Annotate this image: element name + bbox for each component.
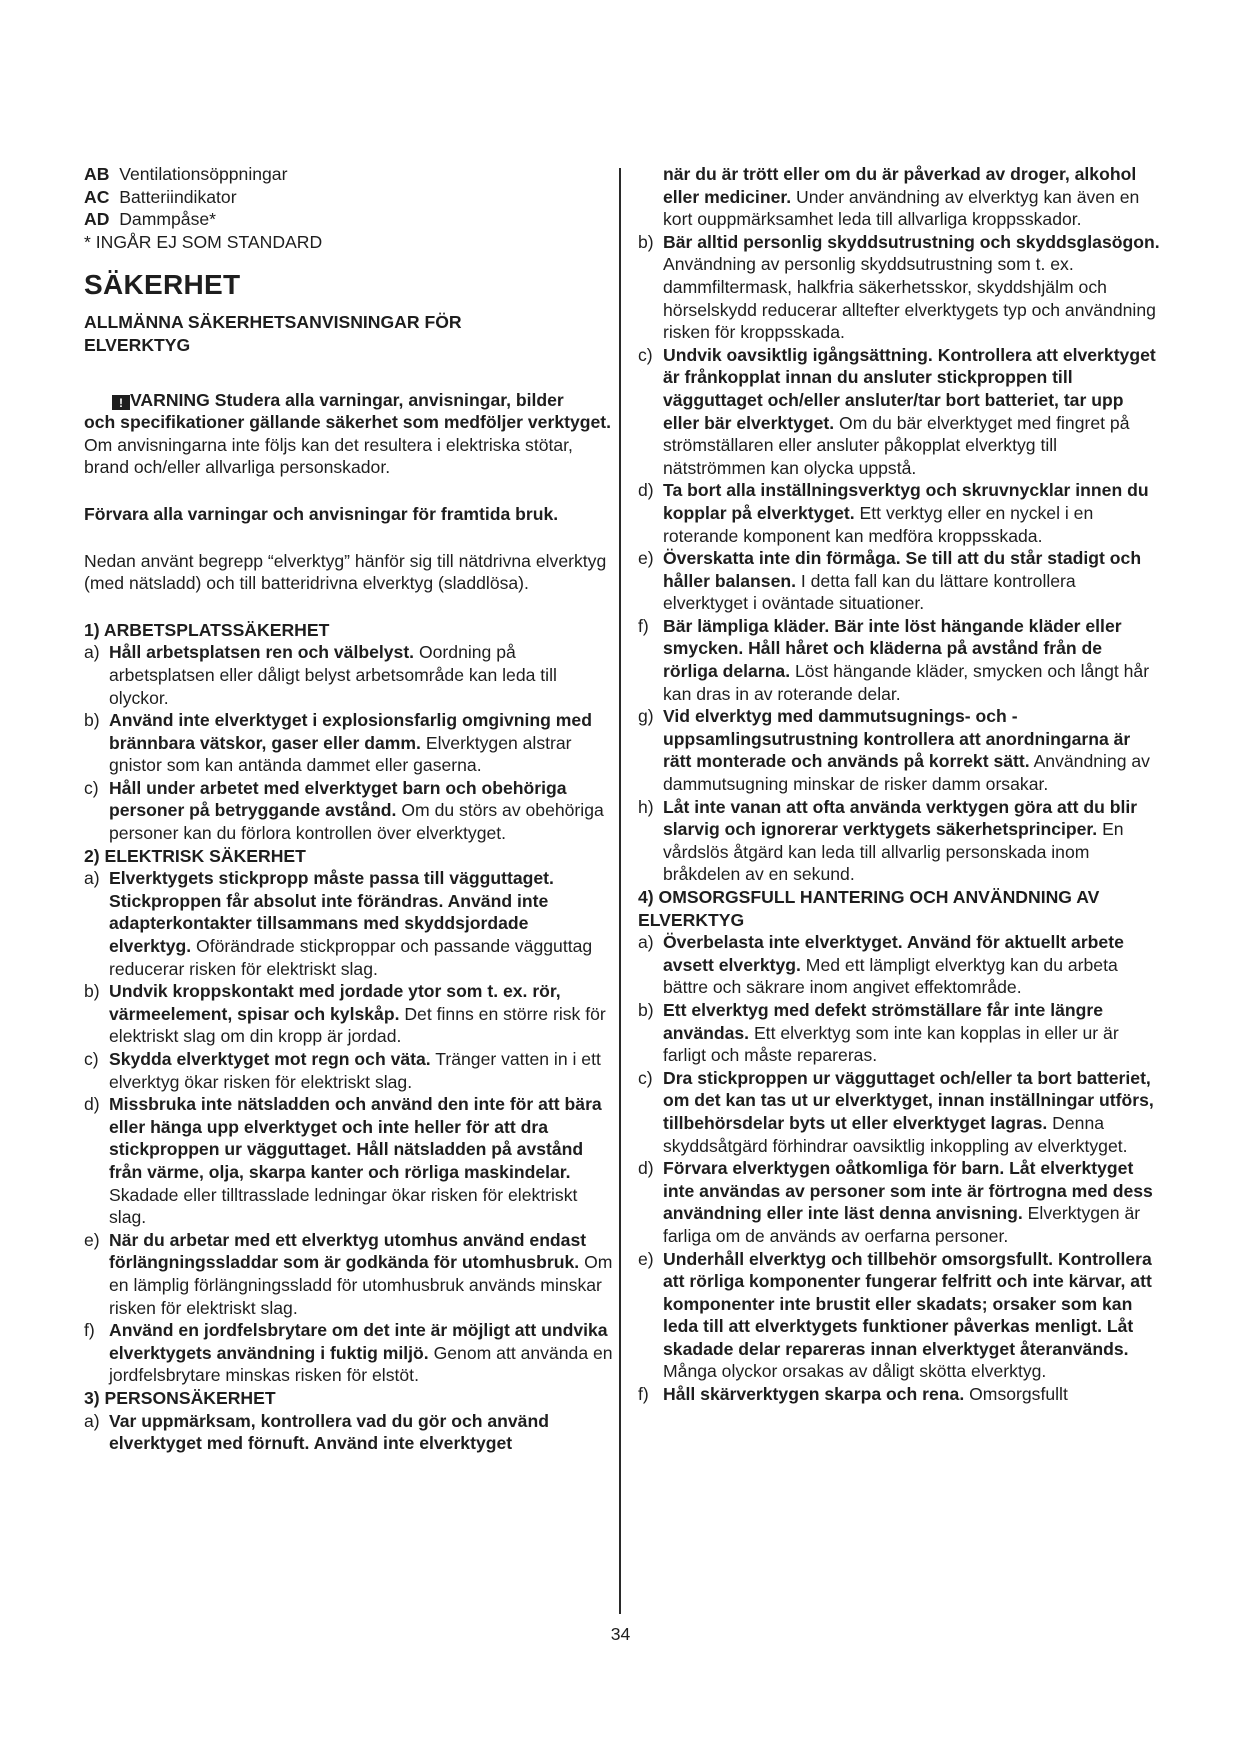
list-item: d) Förvara elverktygen oåtkomliga för barn. Låt elverktyget inte användas av personer som inte är förtrogna med dess användning eller inte läst denna anvisning. Elverktygen är farliga om de används av oerfarna personer. <box>638 1158 1153 1246</box>
list-item: c) Undvik oavsiktlig igångsättning. Kontrollera att elverktyget är frånkopplat innan du ansluter stickproppen till vägguttaget och/eller ansluter/tar bort batteriet, tar upp eller bär elverktyget. Om du bär elverktyget med fingret på strömställaren eller ansluter påkopplat elverktyg till nätströmmen kan olycka uppstå. <box>638 344 1156 478</box>
warning-heading: VARNING Studera alla varningar, anvisningar, bilder <box>130 389 564 410</box>
list-item: a) Var uppmärksam, kontrollera vad du gör och använd elverktyget med förnuft. Använd inte elverktyget <box>84 1410 549 1454</box>
warning-triangle-icon: ! <box>112 395 130 410</box>
legend-item: AD Dammpåse* <box>84 209 217 230</box>
left-column <box>84 163 614 1455</box>
legend-item: AC Batteriindikator <box>84 186 237 207</box>
list-item: c) Skydda elverktyget mot regn och väta. Tränger vatten in i ett elverktyg ökar risken för elektriskt slag. <box>84 1049 601 1092</box>
list-item: b) Använd inte elverktyget i explosionsfarlig omgivning med brännbara vätskor, gaser eller damm. Elverktygen alstrar gnistor som kan antända dammet eller gaserna. <box>84 710 592 776</box>
list-item: e) När du arbetar med ett elverktyg utomhus använd endast förlängningssladdar som är godkända för utomhusbruk. Om en lämplig förlängningssladd för utomhusbruk används minskar risken för elektriskt slag. <box>84 1229 613 1318</box>
list-item: f) Bär lämpliga kläder. Bär inte löst hängande kläder eller smycken. Håll håret och kläderna på avstånd från de rörliga delarna. Löst hängande kläder, smycken och långt hår kan dras in av roterande delar. <box>638 615 1150 704</box>
list-item: e) Överskatta inte din förmåga. Se till att du står stadigt och håller balansen. I detta fall kan du lättare kontrollera elverktyget i oväntade situationer. <box>638 548 1142 614</box>
column-divider <box>619 168 621 1614</box>
list-item: d) Missbruka inte nätsladden och använd den inte för att bära eller hänga upp elverktyget och inte heller för att dra stickproppen ur vägguttaget. Håll nätsladden på avstånd från värme, olja, skarpa kanter och rörliga maskindelar. Skadade eller tilltrasslade ledningar ökar risken för elektriskt slag. <box>84 1094 602 1228</box>
warning-text: Om anvisningarna inte följs kan det resultera i elektriska stötar, brand och/eller allvarliga personskador. <box>84 434 573 478</box>
list-item: a) Håll arbetsplatsen ren och välbelyst. Oordning på arbetsplatsen eller dåligt belyst arbetsområde kan leda till olyckor. <box>84 642 557 708</box>
page-number: 34 <box>610 1624 631 1644</box>
warning-bold: och specifikationer gällande säkerhet som medföljer verktyget. <box>84 412 612 433</box>
section-heading: 2) ELEKTRISK SÄKERHET <box>84 845 306 866</box>
keep-instructions-note: Förvara alla varningar och anvisningar för framtida bruk. <box>84 503 559 524</box>
list-item: f) Använd en jordfelsbrytare om det inte är möjligt att undvika elverktygets användning i fuktig miljö. Genom att använda en jordfelsbrytare minskas risken för elstöt. <box>84 1320 613 1386</box>
section-tool-use <box>638 886 1160 1406</box>
intro-paragraph: Nedan använt begrepp “elverktyg” hänför sig till nätdrivna elverktyg (med nätsladd) och till batteridrivna elverktyg (sladdlösa). <box>84 550 607 594</box>
legend-note: * INGÅR EJ SOM STANDARD <box>84 231 323 252</box>
right-column <box>638 163 1160 1406</box>
list-item: g) Vid elverktyg med dammutsugnings- och -uppsamlingsutrustning kontrollera att anordningarna är rätt monterade och används på korrekt sätt. Användning av dammutsugning minskar de risker damm orsakar. <box>638 706 1150 795</box>
list-item: b) Ett elverktyg med defekt strömställare får inte längre användas. Ett elverktyg som inte kan kopplas in eller ur är farligt och måste repareras. <box>638 999 1119 1066</box>
list-item: a) Elverktygets stickpropp måste passa till vägguttaget. Stickproppen får absolut inte förändras. Använd inte adapterkontakter tillsammans med skyddsjordade elverktyg. Oförändrade stickproppar och passande vägguttag reducerar risken för elektriskt slag. <box>84 868 593 979</box>
legend-item: AB Ventilationsöppningar <box>84 164 288 184</box>
section-heading: 3) PERSONSÄKERHET <box>84 1387 276 1408</box>
list-item: h) Låt inte vanan att ofta använda verktygen göra att du blir slarvig och ignorerar verktygets säkerhetsprinciper. En vårdslös åtgärd kan leda till allvarlig personskada inom bråkdelen av en sekund. <box>638 796 1138 885</box>
parts-legend <box>84 163 614 253</box>
warning-block <box>84 389 614 479</box>
section-electrical <box>84 845 614 1387</box>
section-personal <box>84 1387 614 1455</box>
list-item: f) Håll skärverktygen skarpa och rena. Omsorgsfullt <box>638 1384 1068 1405</box>
section-heading: 4) OMSORGSFULL HANTERING OCH ANVÄNDNING AV ELVERKTYG <box>638 887 1100 930</box>
list-item: a) Överbelasta inte elverktyget. Använd för aktuellt arbete avsett elverktyg. Med ett lämpligt elverktyg kan du arbeta bättre och säkrare inom angivet effektområde. <box>638 932 1124 998</box>
section-subtitle: ALLMÄNNA SÄKERHETSANVISNINGAR FÖR ELVERKTYG <box>84 312 462 355</box>
page-title: SÄKERHET <box>84 269 241 301</box>
list-item: b) Undvik kroppskontakt med jordade ytor som t. ex. rör, värmeelement, spisar och kylskåp. Det finns en större risk för elektriskt slag om din kropp är jordad. <box>84 981 606 1047</box>
list-item: e) Underhåll elverktyg och tillbehör omsorgsfullt. Kontrollera att rörliga komponenter fungerar felfritt och inte kärvar, att komponenter inte brustit eller skadats; orsaker som kan leda till att elverktygets funktioner påverkas menligt. Låt skadade delar repareras innan elverktyget återanvänds. Många olyckor orsakas av dåligt skötta elverktyg. <box>638 1248 1152 1382</box>
list-item: d) Ta bort alla inställningsverktyg och skruvnycklar innen du kopplar på elverktyget. Ett verktyg eller en nyckel i en roterande komponent kan medföra kroppsskada. <box>638 480 1149 546</box>
section-heading: 1) ARBETSPLATSSÄKERHET <box>84 619 330 640</box>
list-item: c) Dra stickproppen ur vägguttaget och/eller ta bort batteriet, om det kan tas ut ur elverktyget, innan inställningar utförs, tillbehörsdelar byts ut eller elverktyget lagras. Denna skyddsåtgärd förhindrar oavsiktlig inkoppling av elverktyget. <box>638 1067 1154 1156</box>
list-item: c) Håll under arbetet med elverktyget barn och obehöriga personer på betryggande avstånd. Om du störs av obehöriga personer kan du förlora kontrollen över elverktyget. <box>84 777 604 844</box>
list-item-continuation: när du är trött eller om du är påverkad av droger, alkohol eller mediciner. Under användning av elverktyg kan även en kort ouppmärksamhet leda till allvarliga kroppsskador. <box>663 164 1140 230</box>
list-item: b) Bär alltid personlig skyddsutrustning och skyddsglasögon. Användning av personlig skyddsutrustning som t. ex. dammfiltermask, halkfria säkerhetsskor, skyddshjälm och hörselskydd reducerar alltefter elverktygets typ och användning risken för kroppsskada. <box>638 231 1160 343</box>
section-workplace <box>84 619 614 845</box>
